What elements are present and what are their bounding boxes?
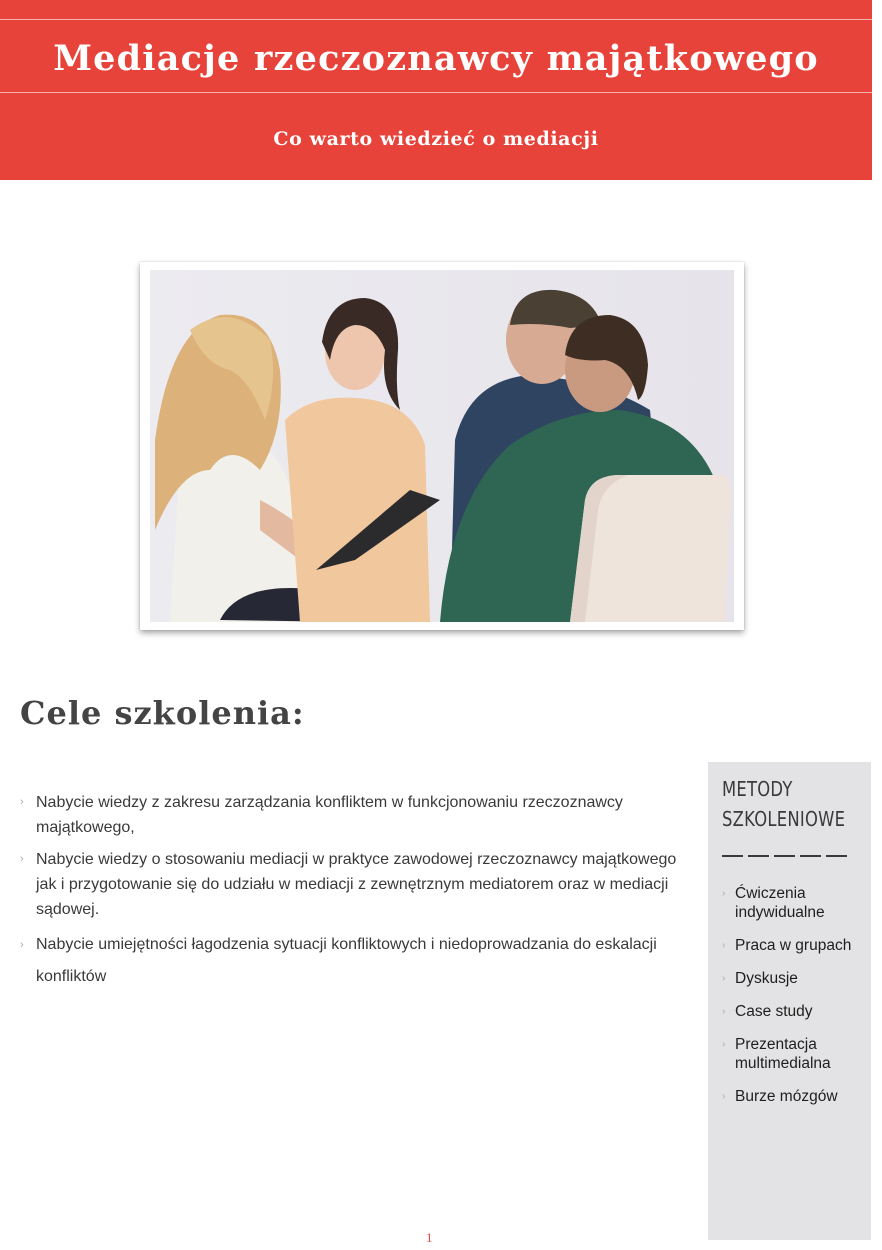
bullet-icon: ›: [20, 796, 24, 808]
bullet-icon: ›: [20, 939, 24, 951]
page-number: 1: [426, 1230, 433, 1245]
method-item: › Prezentacja multimedialna: [722, 1036, 831, 1072]
method-item: › Ćwiczenia indywidualne: [722, 885, 825, 921]
document-title: Mediacje rzeczoznawcy majątkowego: [53, 38, 819, 79]
method-item: › Dyskusje: [722, 970, 798, 987]
banner-rule-top: [0, 19, 872, 20]
group-meeting-photo: [150, 270, 734, 622]
bullet-icon: ›: [20, 853, 24, 865]
sidebar-divider: [722, 855, 852, 873]
goal-item: › Nabycie umiejętności łagodzenia sytuacji konfliktowych i niedoprowadzania do eskalacji konfliktów: [20, 929, 680, 993]
bullet-icon: ›: [722, 888, 726, 899]
goals-heading: Cele szkolenia:: [20, 694, 305, 732]
goal-item: › Nabycie wiedzy o stosowaniu mediacji w praktyce zawodowej rzeczoznawcy majątkowego jak i przygotowanie się do udziału w mediacji z zewnętrznym mediatorem oraz w mediacji sądowej.: [20, 847, 680, 922]
method-item: › Praca w grupach: [722, 937, 852, 954]
training-methods-sidebar: [708, 762, 871, 1240]
header-banner: [0, 0, 872, 180]
bullet-icon: ›: [722, 1091, 726, 1102]
goals-list: [20, 790, 680, 1000]
banner-rule-middle: [0, 92, 872, 93]
photo-frame: [140, 262, 744, 630]
bullet-icon: ›: [722, 973, 726, 984]
sidebar-title: METODY SZKOLENIOWE: [722, 777, 846, 831]
document-subtitle: Co warto wiedzieć o mediacji: [273, 128, 599, 150]
bullet-icon: ›: [722, 1039, 726, 1050]
bullet-icon: ›: [722, 1006, 726, 1017]
method-item: › Burze mózgów: [722, 1088, 838, 1105]
bullet-icon: ›: [722, 940, 726, 951]
method-item: › Case study: [722, 1003, 813, 1020]
methods-list: [722, 884, 862, 1120]
goal-item: › Nabycie wiedzy z zakresu zarządzania konfliktem w funkcjonowaniu rzeczoznawcy majątkowego,: [20, 790, 680, 840]
